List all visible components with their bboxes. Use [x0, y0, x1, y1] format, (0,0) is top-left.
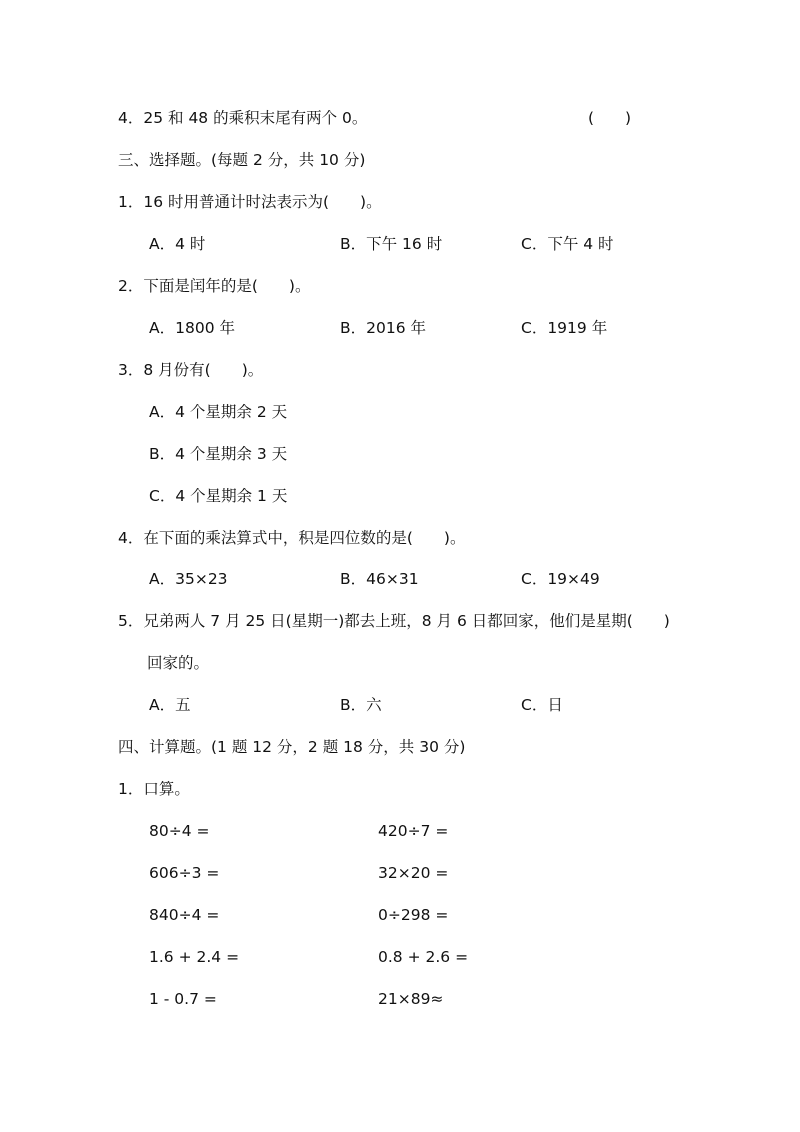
choice-q1-option-b: B．下午 16 时 — [340, 235, 443, 253]
oral-calc-left-2: 606÷3 = — [149, 864, 220, 882]
choice-q4-option-c: C．19×49 — [521, 570, 600, 588]
choice-q2-text: 2．下面是闰年的是( )。 — [118, 277, 311, 295]
section4-title: 四、计算题。(1 题 12 分，2 题 18 分，共 30 分) — [118, 738, 466, 756]
choice-q1-option-c: C．下午 4 时 — [521, 235, 614, 253]
choice-q5-text-continued: 回家的。 — [147, 654, 210, 672]
oral-calc-right-4: 0.8 + 2.6 = — [378, 948, 469, 966]
oral-calc-left-4: 1.6 + 2.4 = — [149, 948, 240, 966]
choice-q1-option-a: A．4 时 — [149, 235, 206, 253]
choice-q4-option-a: A．35×23 — [149, 570, 228, 588]
choice-q5-text: 5．兄弟两人 7 月 25 日(星期一)都去上班，8 月 6 日都回家，他们是星期( ) — [118, 612, 670, 630]
choice-q5-option-c: C．日 — [521, 696, 563, 714]
judge-q4-answer-blank: ( ) — [588, 109, 632, 127]
choice-q3-text: 3．8 月份有( )。 — [118, 361, 264, 379]
choice-q4-text: 4．在下面的乘法算式中，积是四位数的是( )。 — [118, 529, 466, 547]
choice-q2-option-b: B．2016 年 — [340, 319, 427, 337]
choice-q3-option-a: A．4 个星期余 2 天 — [149, 403, 288, 421]
choice-q2-option-a: A．1800 年 — [149, 319, 235, 337]
oral-calc-left-5: 1 - 0.7 = — [149, 990, 217, 1008]
oral-calc-right-1: 420÷7 = — [378, 822, 449, 840]
choice-q1-text: 1．16 时用普通计时法表示为( )。 — [118, 193, 382, 211]
choice-q4-option-b: B．46×31 — [340, 570, 419, 588]
choice-q3-option-c: C．4 个星期余 1 天 — [149, 487, 288, 505]
oral-calc-right-3: 0÷298 = — [378, 906, 449, 924]
choice-q5-option-b: B．六 — [340, 696, 382, 714]
oral-calc-left-1: 80÷4 = — [149, 822, 210, 840]
oral-calc-left-3: 840÷4 = — [149, 906, 220, 924]
oral-calc-right-2: 32×20 = — [378, 864, 449, 882]
judge-q4-text: 4．25 和 48 的乘积末尾有两个 0。 — [118, 109, 368, 127]
section3-title: 三、选择题。(每题 2 分，共 10 分) — [118, 151, 366, 169]
choice-q3-option-b: B．4 个星期余 3 天 — [149, 445, 288, 463]
choice-q2-option-c: C．1919 年 — [521, 319, 608, 337]
oral-calc-right-5: 21×89≈ — [378, 990, 444, 1008]
calc-q1-title: 1．口算。 — [118, 780, 190, 798]
choice-q5-option-a: A．五 — [149, 696, 191, 714]
